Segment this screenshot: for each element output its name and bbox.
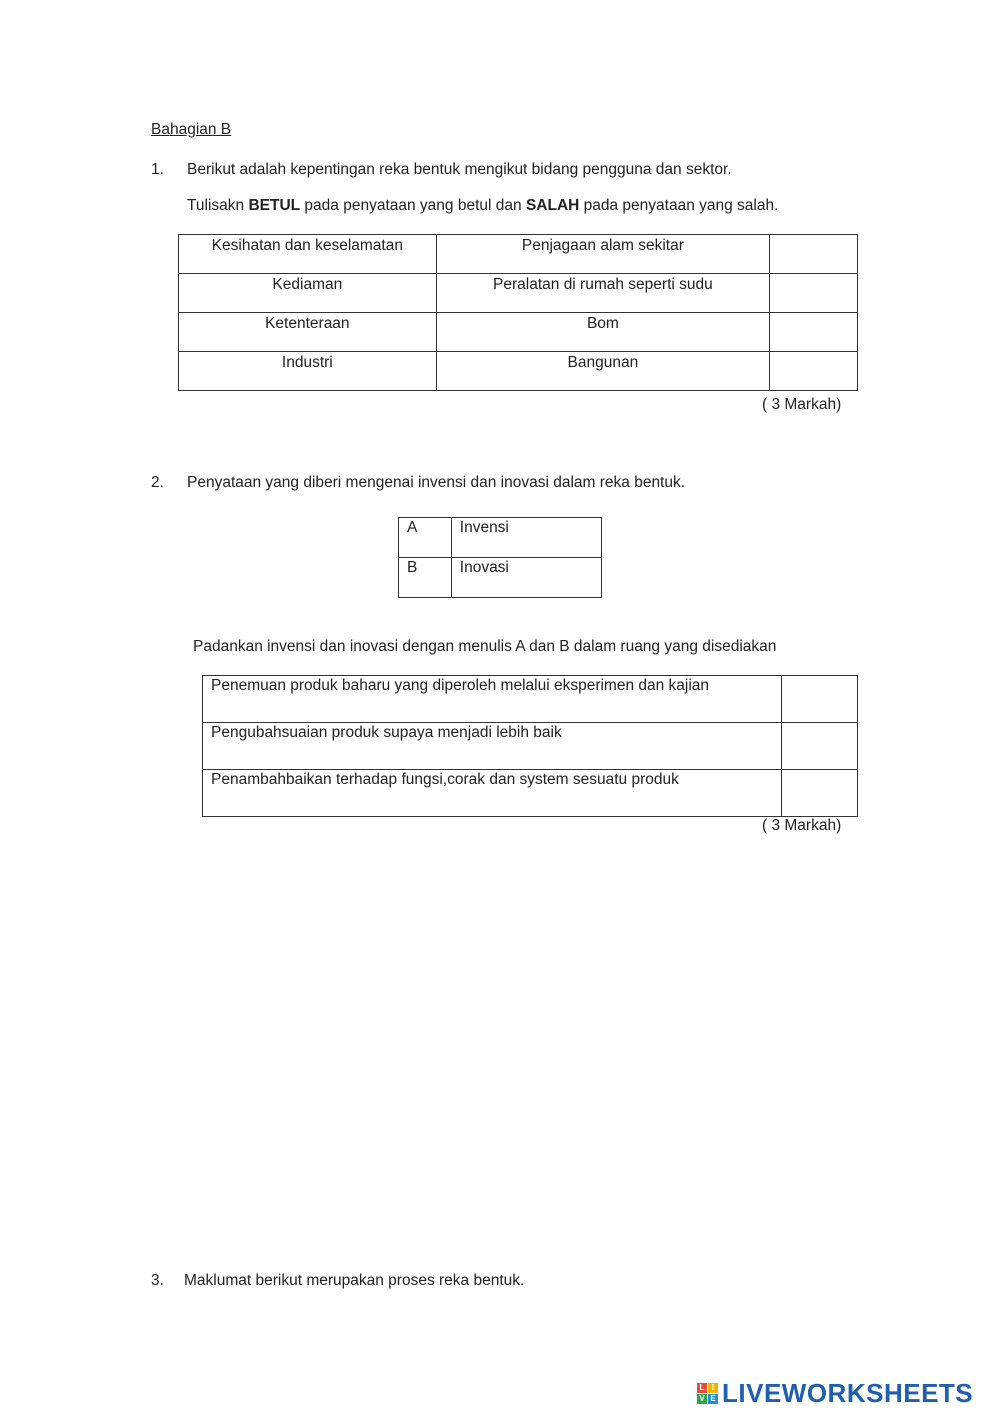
q1-example-cell: Penjagaan alam sekitar: [436, 235, 769, 274]
q1-sector-cell: Kesihatan dan keselamatan: [179, 235, 437, 274]
table-row: [203, 723, 858, 770]
liveworksheets-logo: [697, 1378, 973, 1409]
q2-answer-field[interactable]: [782, 770, 858, 817]
q1-sector-cell: Kediaman: [179, 274, 437, 313]
table-row: [203, 770, 858, 817]
q2-marks: ( 3 Markah): [762, 817, 842, 834]
q1-answer-input[interactable]: [770, 354, 861, 392]
q1-sector-cell: Industri: [179, 352, 437, 391]
q1-answer-input[interactable]: [770, 315, 861, 353]
q2-answer-field[interactable]: [782, 676, 858, 723]
q1-number: 1.: [151, 161, 164, 178]
logo-mark-letter: E: [708, 1394, 718, 1404]
q1-marks: ( 3 Markah): [762, 396, 842, 413]
q2-instruction: Padankan invensi dan inovasi dengan menulis A dan B dalam ruang yang disediakan: [193, 638, 777, 655]
logo-mark-letter: V: [697, 1394, 707, 1404]
q1-example-cell: Bangunan: [436, 352, 769, 391]
q2-key-term: Inovasi: [451, 558, 601, 598]
q1-example-cell: Peralatan di rumah seperti sudu: [436, 274, 769, 313]
q1-instruction-salah: SALAH: [525, 197, 580, 214]
table-row: [203, 676, 858, 723]
q2-key-table: [398, 517, 602, 598]
table-row: [179, 274, 858, 313]
q2-statement-table: [202, 675, 858, 817]
q2-key-letter: A: [399, 518, 452, 558]
q2-statement: Penemuan produk baharu yang diperoleh melalui eksperimen dan kajian: [203, 676, 782, 723]
table-row: [179, 235, 858, 274]
q1-answer-input[interactable]: [770, 276, 861, 314]
q2-answer-field[interactable]: [782, 723, 858, 770]
table-row: [179, 352, 858, 391]
q3-number: 3.: [151, 1272, 164, 1289]
logo-text: LIVEWORKSHEETS: [722, 1378, 974, 1408]
q1-text: Berikut adalah kepentingan reka bentuk mengikut bidang pengguna dan sektor.: [187, 161, 732, 178]
q1-instruction-post: pada penyataan yang salah.: [579, 197, 779, 214]
q1-table: [178, 234, 858, 391]
table-row: [399, 518, 602, 558]
q2-key-term: Invensi: [451, 518, 601, 558]
q2-key-letter: B: [399, 558, 452, 598]
q1-answer-field[interactable]: [770, 274, 858, 313]
q1-answer-field[interactable]: [770, 313, 858, 352]
logo-mark-icon: [697, 1383, 718, 1404]
q3-text: Maklumat berikut merupakan proses reka bentuk.: [184, 1272, 525, 1289]
q2-statement: Pengubahsuaian produk supaya menjadi lebih baik: [203, 723, 782, 770]
q1-answer-field[interactable]: [770, 235, 858, 274]
q1-instruction: [187, 197, 778, 215]
section-title: Bahagian B: [151, 121, 232, 138]
q2-statement: Penambahbaikan terhadap fungsi,corak dan system sesuatu produk: [203, 770, 782, 817]
q1-instruction-pre: Tulisakn: [187, 197, 249, 214]
q2-text: Penyataan yang diberi mengenai invensi dan inovasi dalam reka bentuk.: [187, 474, 686, 491]
q2-answer-input[interactable]: [790, 677, 853, 723]
q2-number: 2.: [151, 474, 164, 491]
q1-answer-input[interactable]: [770, 237, 861, 275]
q1-example-cell: Bom: [436, 313, 769, 352]
q1-sector-cell: Ketenteraan: [179, 313, 437, 352]
q1-instruction-mid: pada penyataan yang betul dan: [300, 197, 526, 214]
q1-answer-field[interactable]: [770, 352, 858, 391]
q1-instruction-betul: BETUL: [248, 197, 301, 214]
logo-mark-letter: I: [708, 1383, 718, 1393]
table-row: [399, 558, 602, 598]
logo-mark-letter: L: [697, 1383, 707, 1393]
q2-answer-input[interactable]: [790, 724, 853, 770]
q2-answer-input[interactable]: [790, 771, 853, 817]
table-row: [179, 313, 858, 352]
